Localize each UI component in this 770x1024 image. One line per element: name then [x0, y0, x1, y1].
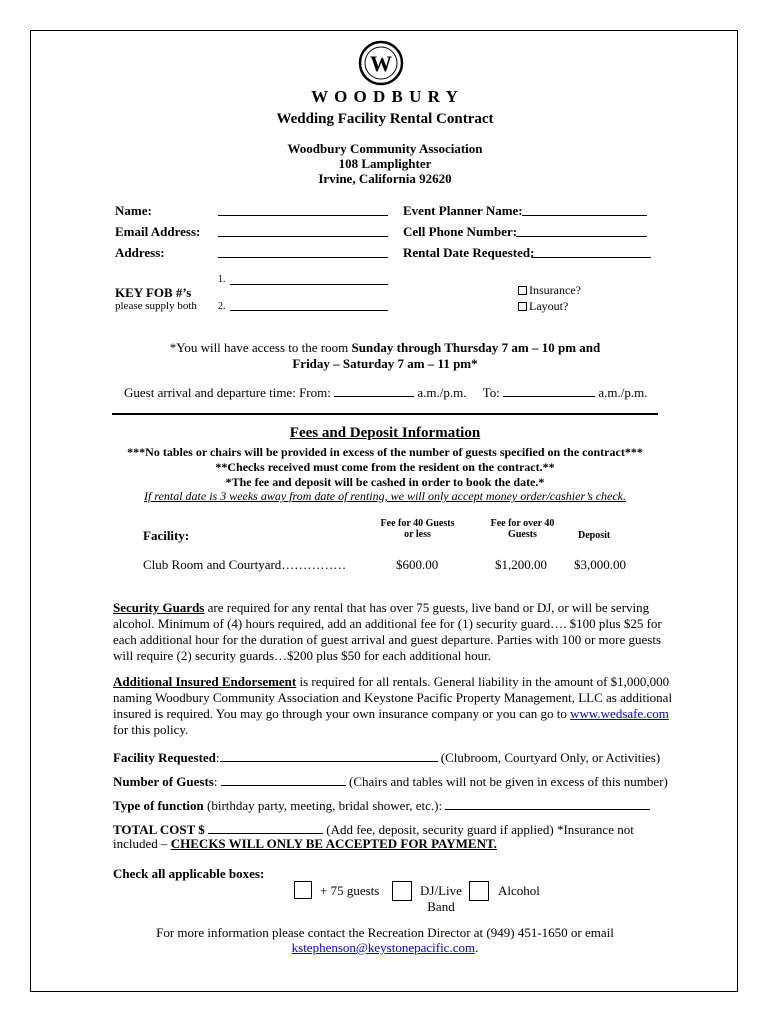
- access-line-1: *You will have access to the room Sunday through Thursday 7 am – 10 pm and: [169, 340, 601, 355]
- layout-checkbox[interactable]: [518, 302, 527, 311]
- keyfob-2-field[interactable]: [230, 298, 388, 311]
- alcohol-label: Alcohol: [498, 883, 540, 898]
- keyfob-1-label: 1.: [218, 274, 226, 285]
- plus-75-guests-label: + 75 guests: [320, 883, 380, 898]
- row-fee40: $600.00: [396, 557, 439, 572]
- rental-date-label: Rental Date Requested:: [403, 245, 535, 260]
- row-facility: Club Room and Courtyard……………: [143, 557, 347, 572]
- address-field[interactable]: [218, 245, 388, 258]
- row-deposit: $3,000.00: [574, 557, 626, 572]
- fees-note-2: **Checks received must come from the resident on the contract.**: [215, 460, 555, 474]
- col-facility: Facility:: [143, 528, 190, 543]
- email-field[interactable]: [218, 224, 388, 237]
- boxes-title: Check all applicable boxes:: [113, 866, 265, 881]
- col-fee40: Fee for 40 Guests or less: [380, 518, 455, 540]
- woodbury-logo-icon: [358, 40, 404, 86]
- dj-live-band-label: DJ/Live Band: [420, 883, 462, 914]
- name-label: Name:: [115, 203, 152, 218]
- planner-label: Event Planner Name:: [403, 203, 523, 218]
- planner-field[interactable]: [522, 203, 647, 216]
- keyfob-1-field[interactable]: [230, 272, 388, 285]
- city-address: Irvine, California 92620: [318, 171, 452, 186]
- function-row: Type of function (birthday party, meeting, bridal shower, etc.):: [113, 797, 650, 814]
- alcohol-checkbox[interactable]: [469, 881, 489, 901]
- fees-note-1: ***No tables or chairs will be provided in excess of the number of guests specified on the contract***: [127, 445, 643, 459]
- footer-line-1: For more information please contact the Recreation Director at (949) 451-1650 or email: [156, 925, 614, 940]
- total-row: TOTAL COST $ (Add fee, deposit, security guard if applied) *Insurance not: [113, 822, 634, 837]
- brand-name: W O O D B U R Y: [311, 87, 459, 106]
- guests-row: Number of Guests: (Chairs and tables will not be given in excess of this number): [113, 774, 668, 789]
- col-feeover: Fee for over 40 Guests: [490, 518, 555, 540]
- insurance-option[interactable]: Insurance?: [518, 283, 581, 298]
- plus-75-guests-checkbox[interactable]: [294, 881, 312, 899]
- access-line-2: Friday – Saturday 7 am – 11 pm*: [292, 356, 478, 371]
- facility-requested-row: Facility Requested: (Clubroom, Courtyard Only, or Activities): [113, 750, 661, 765]
- fees-heading: Fees and Deposit Information: [289, 425, 481, 441]
- keyfob-title: KEY FOB #’s: [115, 285, 192, 300]
- svg-text:W: W: [370, 51, 392, 76]
- address-label: Address:: [115, 245, 165, 260]
- security-paragraph: Security Guards are required for any rental that has over 75 guests, live band or DJ, or will be serving alcohol. Minimum of (4) hours required, add an additional fee for (1) security guard…. $100 plus $25 for each additional hour for the duration of guest arrival and guest departure. Parties with 100 or more guests will require (2) security guards…$200 plus $50 for each additional hour.: [113, 600, 662, 663]
- arrival-row: Guest arrival and departure time: From: a.m./p.m. To: a.m./p.m.: [124, 385, 648, 400]
- rental-date-field[interactable]: [531, 245, 651, 258]
- insurance-paragraph: Additional Insured Endorsement is required for all rentals. General liability in the amount of $1,000,000 naming Woodbury Community Association and Keystone Pacific Property Management, LLC as additional insured is required. You may go through your own insurance company or you can go to www.wedsafe.com for this policy.: [113, 674, 673, 737]
- arrival-from-field[interactable]: [334, 384, 414, 397]
- page-title: Wedding Facility Rental Contract: [276, 111, 494, 127]
- insurance-checkbox[interactable]: [518, 286, 527, 295]
- keyfob-2-label: 2.: [218, 301, 226, 312]
- street-address: 108 Lamplighter: [338, 156, 432, 171]
- name-field[interactable]: [218, 203, 388, 216]
- email-link[interactable]: kstephenson@keystonepacific.com: [291, 940, 476, 955]
- total-row-2: included – CHECKS WILL ONLY BE ACCEPTED FOR PAYMENT.: [113, 836, 497, 851]
- wedsafe-link[interactable]: www.wedsafe.com: [570, 706, 669, 721]
- dj-live-band-checkbox[interactable]: [392, 881, 412, 901]
- fees-note-3: *The fee and deposit will be cashed in order to book the date.*: [225, 475, 545, 489]
- cell-field[interactable]: [516, 224, 647, 237]
- keyfob-note: please supply both: [115, 300, 197, 312]
- layout-option[interactable]: Layout?: [518, 299, 568, 314]
- col-deposit: Deposit: [578, 530, 611, 541]
- fees-note-4: If rental date is 3 weeks away from date of renting, we will only accept money order/cashier’s check.: [143, 489, 626, 503]
- function-field[interactable]: [445, 797, 650, 810]
- footer-line-2: kstephenson@keystonepacific.com.: [291, 940, 479, 955]
- facility-requested-field[interactable]: [220, 749, 438, 762]
- email-label: Email Address:: [115, 224, 201, 239]
- cell-label: Cell Phone Number:: [403, 224, 518, 239]
- row-feeover: $1,200.00: [495, 557, 547, 572]
- association-name: Woodbury Community Association: [287, 141, 483, 156]
- total-field[interactable]: [208, 821, 323, 834]
- arrival-to-field[interactable]: [503, 384, 595, 397]
- guests-field[interactable]: [221, 773, 346, 786]
- section-divider: [112, 413, 658, 415]
